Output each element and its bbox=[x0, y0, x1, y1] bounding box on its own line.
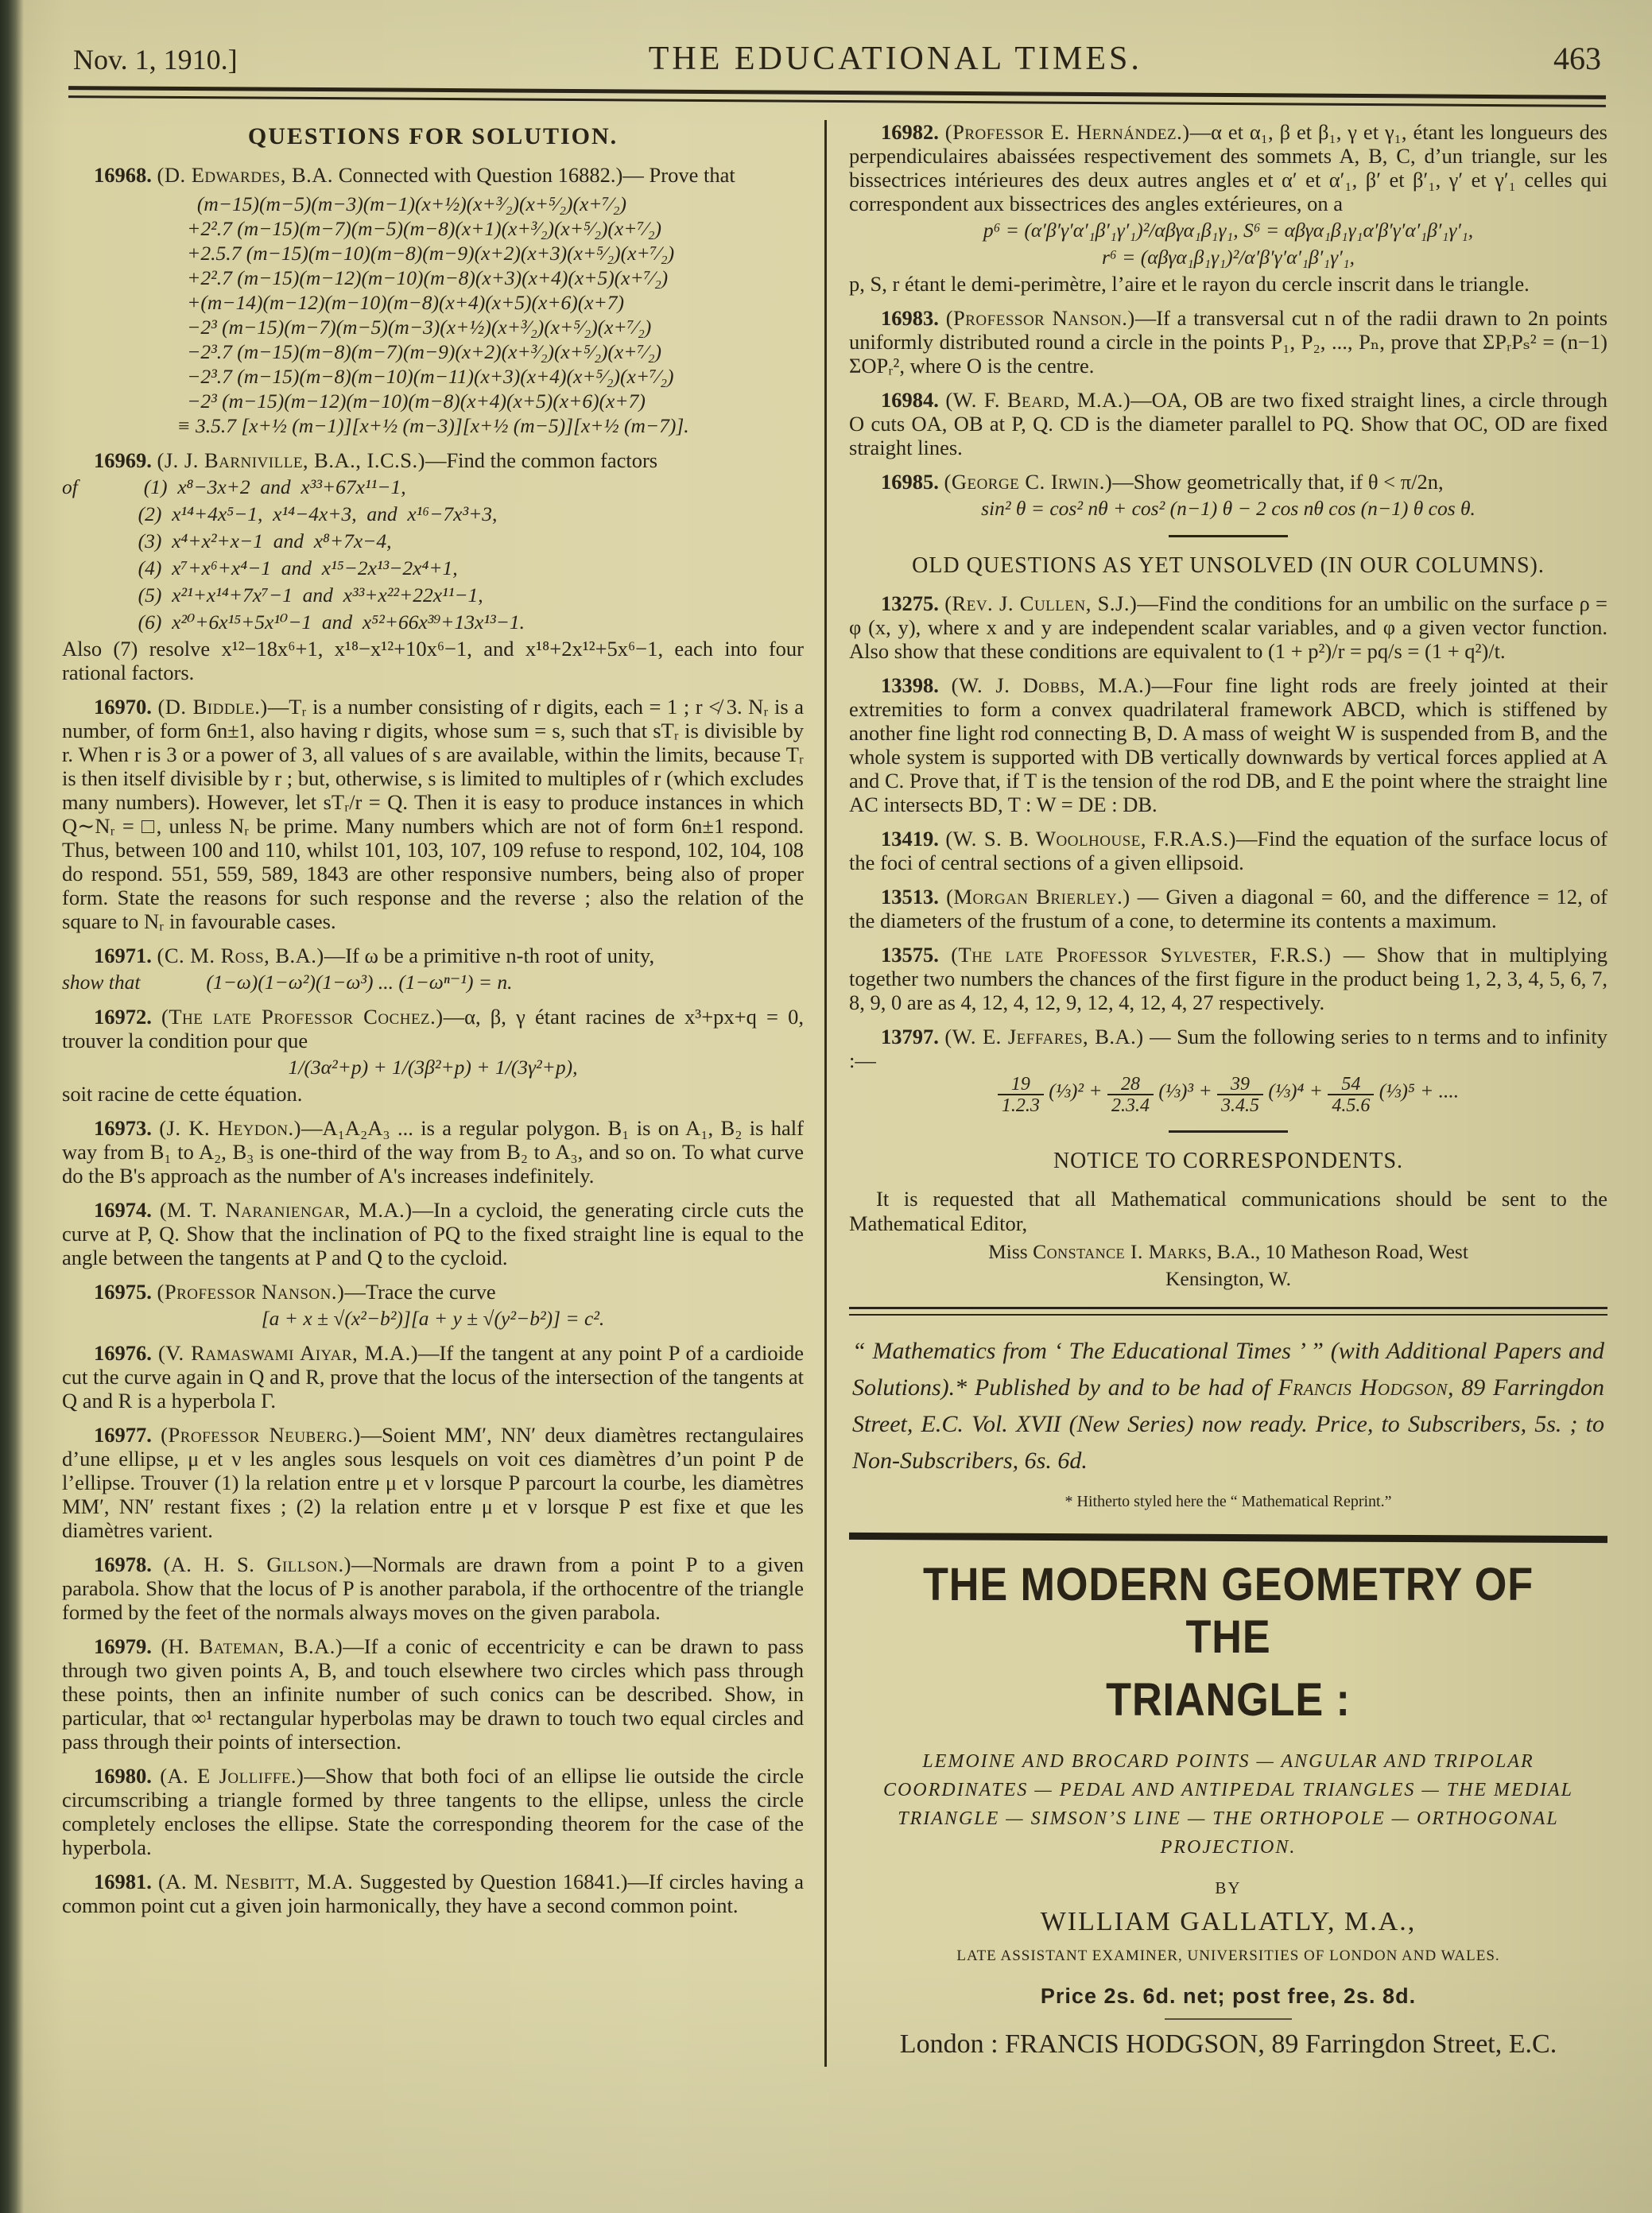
question-paragraph bbox=[849, 673, 1607, 816]
text-run: Kensington, W. bbox=[1165, 1266, 1291, 1290]
text-run bbox=[152, 1116, 159, 1140]
author-name: (Rev. J. Cullen, S.J.) bbox=[944, 591, 1138, 615]
question-16980 bbox=[62, 1764, 804, 1859]
left-column bbox=[62, 120, 827, 2067]
question-number: 16977. bbox=[94, 1423, 152, 1447]
text-run bbox=[152, 1423, 161, 1447]
question-number: 16980. bbox=[94, 1764, 152, 1788]
book-by bbox=[849, 1876, 1607, 1900]
author-name: (A. M. Nesbitt, M.A. bbox=[158, 1870, 354, 1893]
question-number: 16970. bbox=[94, 695, 152, 719]
math-line: +(m−14)(m−12)(m−10)(m−8)(x+4)(x+5)(x+6)(x+7) bbox=[176, 291, 625, 314]
author-name: (Professor Nanson.) bbox=[945, 306, 1135, 330]
author-name: (W. J. Dobbs, M.A.) bbox=[951, 673, 1152, 697]
question-paragraph bbox=[62, 448, 804, 472]
binding-shadow bbox=[0, 0, 24, 2213]
fraction-numerator: 28 bbox=[1120, 1074, 1140, 1095]
book-title-line-1 bbox=[849, 1559, 1607, 1664]
text-run: — Sum the following series to n terms and to infinity :— bbox=[849, 1025, 1608, 1072]
question-number: 16976. bbox=[94, 1341, 152, 1365]
question-continuation bbox=[849, 272, 1607, 296]
question-16968 bbox=[62, 163, 804, 438]
math-line: (6) x²⁰+6x¹⁵+5x¹⁰−1 and x⁵²+66x³⁹+13x¹³−1. bbox=[62, 610, 525, 634]
author-name: Francis Hodgson bbox=[1278, 1374, 1448, 1401]
math-line: −2³.7 (m−15)(m−8)(m−10)(m−11)(x+3)(x+4)(x+⁵⁄₂)(x+⁷⁄₂) bbox=[176, 365, 674, 388]
question-number: 16971. bbox=[94, 944, 152, 967]
fraction bbox=[1328, 1075, 1374, 1116]
book-title-line-2 bbox=[849, 1674, 1607, 1727]
question-number: 16969. bbox=[94, 448, 152, 472]
text-run: —Four fine light rods are freely jointed at their extremities to form a convex quadrilateral framework ABCD, which is stiffened by another fine light rod connecting B, D. A mass of weight W is suspended from B, and the whole system is supported with DB vertically downwards by vertical forces applied at A and C. Prove that, if T is the tension of the rod DB, and E the point where the straight line AC intersects BD, T : W = DE : DB. bbox=[849, 673, 1607, 816]
question-13513 bbox=[849, 885, 1607, 932]
fraction-numerator: 54 bbox=[1341, 1074, 1361, 1095]
question-paragraph bbox=[62, 944, 804, 967]
text-run: Miss bbox=[988, 1239, 1033, 1263]
page-number: 463 bbox=[1553, 41, 1601, 76]
math-line: p⁶ = (α′β′γ′α′₁β′₁γ′₁)²/αβγα₁β₁γ₁, S⁶ = αβγα₁β₁γ₁α′β′γ′α′₁β′₁γ′₁, bbox=[983, 219, 1474, 242]
text-run bbox=[152, 1280, 157, 1304]
text-run: , B.A., 10 Matheson Road, West bbox=[1206, 1239, 1468, 1263]
author-name: (W. S. B. Woolhouse, F.R.A.S.) bbox=[945, 827, 1236, 851]
divider-after-16985 bbox=[1169, 535, 1288, 537]
text-run: —Find the common factors bbox=[425, 448, 658, 472]
question-paragraph bbox=[849, 388, 1607, 459]
question-continuation bbox=[62, 637, 804, 684]
question-number: 13419. bbox=[881, 827, 939, 851]
question-paragraph bbox=[849, 827, 1607, 874]
question-paragraph bbox=[62, 1198, 804, 1269]
paragraph: BY bbox=[1215, 1878, 1242, 1897]
author-name: (M. T. Naraniengar, M.A.) bbox=[159, 1198, 413, 1222]
question-13575 bbox=[849, 943, 1607, 1014]
math-line bbox=[849, 1075, 1607, 1116]
divider-before-publisher bbox=[1165, 2018, 1292, 2020]
text-run bbox=[939, 885, 946, 909]
math-line: show that (1−ω)(1−ω²)(1−ω³) ... (1−ωⁿ⁻¹) = n. bbox=[62, 971, 513, 994]
text-run bbox=[152, 1764, 160, 1788]
question-paragraph bbox=[849, 120, 1607, 215]
question-13419 bbox=[849, 827, 1607, 874]
old-questions-heading: OLD QUESTIONS AS YET UNSOLVED (IN OUR COLUMNS). bbox=[912, 553, 1545, 578]
fraction bbox=[1107, 1075, 1154, 1116]
math-line: −2³.7 (m−15)(m−8)(m−7)(m−9)(x+2)(x+³⁄₂)(x+⁵⁄₂)(x+⁷⁄₂) bbox=[176, 340, 661, 363]
author-name: (George C. Irwin.) bbox=[944, 470, 1113, 494]
question-paragraph bbox=[62, 1280, 804, 1304]
math-line: −2³ (m−15)(m−7)(m−5)(m−3)(x+½)(x+³⁄₂)(x+⁵⁄₂)(x+⁷⁄₂) bbox=[176, 316, 652, 339]
text-run: (⅓)² + bbox=[1043, 1079, 1107, 1103]
text-run: —Find the equation of the surface locus of the foci of central sections of a given ellipsoid. bbox=[849, 827, 1608, 874]
paragraph: THE MODERN GEOMETRY OF THE bbox=[922, 1558, 1534, 1663]
math-line: [a + x ± √(x²−b²)][a + y ± √(y²−b²)] = c². bbox=[261, 1307, 605, 1330]
question-number: 16972. bbox=[94, 1005, 152, 1029]
fraction-denominator: 4.5.6 bbox=[1328, 1094, 1374, 1115]
masthead bbox=[0, 0, 1652, 78]
divider-before-advert bbox=[849, 1307, 1607, 1316]
author-name: (The late Professor Sylvester, F.R.S.) bbox=[951, 943, 1332, 967]
text-run: Suggested by Question 16841.)—If circles having a common point cut a given join harmonically, they have a second common point. bbox=[62, 1870, 805, 1917]
question-paragraph bbox=[62, 1634, 804, 1754]
question-16970 bbox=[62, 695, 804, 933]
author-name: (J. K. Heydon.) bbox=[159, 1116, 302, 1140]
question-number: 16973. bbox=[94, 1116, 152, 1140]
math-line: (3) x⁴+x²+x−1 and x⁸+7x−4, bbox=[62, 529, 392, 552]
question-paragraph bbox=[62, 1005, 804, 1052]
author-name: (A. H. S. Gillson.) bbox=[163, 1552, 351, 1576]
question-paragraph bbox=[849, 470, 1607, 494]
author-name: (A. E Jolliffe.) bbox=[160, 1764, 304, 1788]
question-paragraph bbox=[849, 591, 1607, 663]
text-run: —Find the conditions for an umbilic on the surface ρ = φ (x, y), where x and y are independent scalar variables, and φ a given vector function. Also show that these conditions are equivalent to (1 + p²)/r = pq/s = (1 + q²)/t. bbox=[849, 591, 1607, 663]
text-run: —If ω be a primitive n-th root of unity, bbox=[324, 944, 655, 967]
math-line: 1/(3α²+p) + 1/(3β²+p) + 1/(3γ²+p), bbox=[288, 1056, 578, 1079]
question-number: 13797. bbox=[881, 1025, 939, 1048]
fraction-numerator: 19 bbox=[1010, 1074, 1030, 1095]
text-run: , 89 Farringdon Street, E.C. Vol. XVII (New Series) now ready. Price, to Subscribers, 5s. ; to Non-Subscribers, 6s. 6d. bbox=[852, 1374, 1604, 1474]
text-run bbox=[152, 944, 157, 967]
question-16981 bbox=[62, 1870, 804, 1917]
text-run: —In a cycloid, the generating circle cuts the curve at P, Q. Show that the inclination of PQ to the fixed straight line is equal to the angle between the tangents at P and Q to the cycloid. bbox=[62, 1198, 805, 1269]
question-paragraph bbox=[62, 1870, 804, 1917]
author-name: (Morgan Brierley.) bbox=[946, 885, 1130, 909]
question-number: 16982. bbox=[881, 120, 939, 144]
question-paragraph bbox=[849, 885, 1607, 932]
text-run bbox=[152, 1198, 160, 1222]
text-run: —A₁A₂A₃ ... is a regular polygon. B₁ is on A₁, B₂ is half way from B₁ to A₂, B₃ is one-third of the way from B₂ to A₃, and so on. To what curve do the B's approach as the number of A's increases indefinitely. bbox=[62, 1116, 804, 1188]
text-run: —Trace the curve bbox=[344, 1280, 496, 1304]
paragraph bbox=[849, 1333, 1607, 1479]
paragraph: London : FRANCIS HODGSON, 89 Farringdon Street, E.C. bbox=[899, 2029, 1557, 2059]
question-number: 13398. bbox=[881, 673, 939, 697]
question-16975 bbox=[62, 1280, 804, 1331]
question-16976 bbox=[62, 1341, 804, 1413]
journal-title: THE EDUCATIONAL TIMES. bbox=[648, 41, 1142, 77]
question-continuation bbox=[62, 1082, 804, 1106]
paragraph: Price 2s. 6d. net; post free, 2s. 8d. bbox=[1040, 1983, 1417, 2008]
questions-for-solution-heading: QUESTIONS FOR SOLUTION. bbox=[247, 123, 619, 149]
question-16985 bbox=[849, 470, 1607, 521]
text-run bbox=[152, 163, 157, 187]
fraction-denominator: 2.3.4 bbox=[1107, 1094, 1154, 1115]
notice-heading: NOTICE TO CORRESPONDENTS. bbox=[1053, 1148, 1404, 1173]
columns bbox=[0, 103, 1652, 2067]
question-paragraph bbox=[62, 1423, 804, 1542]
question-16971 bbox=[62, 944, 804, 994]
math-line: (m−15)(m−5)(m−3)(m−1)(x+½)(x+³⁄₂)(x+⁵⁄₂)(x+⁷⁄₂) bbox=[176, 192, 626, 215]
math-line: r⁶ = (αβγα₁β₁γ₁)²/α′β′γ′α′₁β′₁γ′₁, bbox=[1101, 246, 1355, 269]
text-run: “ Mathematics from ‘ The Educational Times ’ ” (with Additional Papers and Solutions).* Published by and to be had of bbox=[852, 1337, 1604, 1401]
author-name: (J. J. Barniville, B.A., I.C.S.) bbox=[157, 448, 425, 472]
math-line: (4) x⁷+x⁶+x⁴−1 and x¹⁵−2x¹³−2x⁴+1, bbox=[62, 556, 458, 579]
math-line: −2³ (m−15)(m−12)(m−10)(m−8)(x+4)(x+5)(x+6)(x+7) bbox=[176, 390, 646, 413]
book-author-role bbox=[849, 1944, 1607, 1968]
text-run bbox=[152, 1634, 161, 1658]
text-run: Also (7) resolve x¹²−18x⁶+1, x¹⁸−x¹²+10x⁶−1, and x¹⁸+2x¹²+5x⁶−1, each into four rational factors. bbox=[62, 637, 804, 684]
question-16973 bbox=[62, 1116, 804, 1188]
question-number: 16981. bbox=[94, 1870, 152, 1893]
math-line: of (1) x⁸−3x+2 and x³³+67x¹¹−1, bbox=[62, 475, 406, 498]
math-line: (5) x²¹+x¹⁴+7x⁷−1 and x³³+x²²+22x¹¹−1, bbox=[62, 583, 483, 607]
book-price bbox=[849, 1984, 1607, 2008]
paragraph: WILLIAM GALLATLY, M.A., bbox=[1040, 1906, 1417, 1936]
question-paragraph bbox=[62, 163, 804, 187]
question-16984 bbox=[849, 388, 1607, 459]
text-run: (⅓)⁵ + .... bbox=[1374, 1079, 1460, 1103]
text-run bbox=[939, 943, 951, 967]
notice-paragraph bbox=[849, 1187, 1607, 1291]
issue-date: Nov. 1, 1910.] bbox=[73, 44, 238, 76]
text-run bbox=[152, 1552, 163, 1576]
author-name: (C. M. Ross, B.A.) bbox=[157, 944, 324, 967]
question-paragraph bbox=[62, 1764, 804, 1859]
fraction-numerator: 39 bbox=[1231, 1074, 1251, 1095]
author-name: (D. Biddle.) bbox=[157, 695, 268, 719]
text-line bbox=[849, 1239, 1607, 1264]
text-run: * Hitherto styled here the “ Mathematical Reprint.” bbox=[1064, 1492, 1392, 1510]
text-run: Connected with Question 16882.)— Prove that bbox=[333, 163, 735, 187]
author-name: (The late Professor Cochez.) bbox=[161, 1005, 444, 1029]
author-name: (Professor Neuberg.) bbox=[161, 1423, 361, 1447]
text-run: p, S, r étant le demi-perimètre, l’aire et le rayon du cercle inscrit dans le triangle. bbox=[849, 272, 1530, 296]
question-paragraph bbox=[849, 306, 1607, 378]
advert-top-rule bbox=[849, 1533, 1607, 1543]
math-line: +2.5.7 (m−15)(m−10)(m−8)(m−9)(x+2)(x+3)(x+⁵⁄₂)(x+⁷⁄₂) bbox=[176, 242, 675, 265]
question-number: 16979. bbox=[94, 1634, 152, 1658]
question-16974 bbox=[62, 1198, 804, 1269]
question-number: 16984. bbox=[881, 388, 939, 412]
right-column bbox=[827, 120, 1607, 2067]
author-name: Constance I. Marks bbox=[1033, 1239, 1207, 1263]
text-run bbox=[939, 306, 946, 330]
question-paragraph bbox=[62, 1116, 804, 1188]
text-run: It is requested that all Mathematical communications should be sent to the Mathematical Editor, bbox=[849, 1186, 1607, 1235]
question-13797 bbox=[849, 1025, 1607, 1116]
question-16982 bbox=[849, 120, 1607, 296]
text-run bbox=[152, 1341, 158, 1365]
text-run bbox=[152, 448, 157, 472]
question-number: 16985. bbox=[881, 470, 939, 494]
math-line: (2) x¹⁴+4x⁵−1, x¹⁴−4x+3, and x¹⁶−7x³+3, bbox=[62, 502, 498, 525]
text-run: — Show that in multiplying together two numbers the chances of the first figure in the product being 1, 2, 3, 4, 5, 6, 7, 8, 9, 0 are as 4, 12, 4, 12, 9, 12, 4, 12, 4, 27 respectively. bbox=[849, 943, 1608, 1014]
text-run: —α, β, γ étant racines de x³+px+q = 0, trouver la condition pour que bbox=[62, 1005, 805, 1052]
fraction bbox=[998, 1075, 1044, 1116]
question-paragraph bbox=[849, 1025, 1607, 1072]
book-subtitle bbox=[849, 1747, 1607, 1862]
author-name: (D. Edwardes, B.A. bbox=[157, 163, 334, 187]
text-run: — Given a diagonal = 60, and the difference = 12, of the diameters of the frustum of a cone, to determine its contents a maximum. bbox=[849, 885, 1607, 932]
text-run: (⅓)⁴ + bbox=[1263, 1079, 1328, 1103]
question-number: 13575. bbox=[881, 943, 939, 967]
paragraph: LEMOINE AND BROCARD POINTS — ANGULAR AND TRIPOLAR COORDINATES — PEDAL AND ANTIPEDAL TRIANGLES — THE MEDIAL TRIANGLE — SIMSON’S LINE — THE ORTHOPOLE — ORTHOGONAL PROJECTION. bbox=[882, 1750, 1574, 1858]
question-16977 bbox=[62, 1423, 804, 1542]
paragraph bbox=[849, 1490, 1607, 1513]
text-run: —If a conic of eccentricity e can be drawn to pass through two given points A, B, and touch elsewhere two circles which pass through these points, then an infinite number of such conics can be described. Show, in particular, that ∞¹ rectangular hyperbolas may be drawn to touch two equal circles and pass through their points of intersection. bbox=[62, 1634, 804, 1754]
text-run bbox=[152, 1005, 161, 1029]
display-equation bbox=[176, 192, 688, 438]
author-name: (V. Ramaswami Aiyar, M.A.) bbox=[157, 1341, 419, 1365]
question-number: 16983. bbox=[881, 306, 939, 330]
math-line: sin² θ = cos² nθ + cos² (n−1) θ − 2 cos nθ cos (n−1) θ cos θ. bbox=[981, 497, 1476, 520]
text-line bbox=[849, 1266, 1607, 1291]
question-16979 bbox=[62, 1634, 804, 1754]
fraction-denominator: 1.2.3 bbox=[998, 1094, 1044, 1115]
question-number: 16974. bbox=[94, 1198, 152, 1222]
author-name: (H. Bateman, B.A.) bbox=[161, 1634, 343, 1658]
question-paragraph bbox=[62, 1552, 804, 1624]
question-16972 bbox=[62, 1005, 804, 1106]
fraction-denominator: 3.4.5 bbox=[1217, 1094, 1263, 1115]
reprint-footnote bbox=[849, 1490, 1607, 1513]
question-16978 bbox=[62, 1552, 804, 1624]
text-run: —Tᵣ is a number consisting of r digits, each = 1 ; r ≮ 3. Nᵣ is a number, of form 6n±1, also having r digits, whose sum = s, such that sTᵣ is divisible by r. When r is 3 or a power of 3, all values of s are available, within the limits, because Tᵣ is then itself divisible by r ; but, otherwise, s is limited to multiples of r (which excludes many numbers). However, let sTᵣ/r = Q. Then it is easy to produce instances in which Q∼Nᵣ = □, unless Nᵣ be prime. Many numbers which are not of form 6n±1 respond. Thus, between 100 and 110, whilst 101, 103, 107, 109 refuse to respond, 102, 104, 108 do respond. 551, 559, 589, 1843 are other responsive numbers, being also of proper form. State the reasons for such response and the reverse ; also the relation of the square to Nᵣ in favourable cases. bbox=[62, 695, 804, 933]
question-number: 16968. bbox=[94, 163, 152, 187]
text-run bbox=[939, 673, 952, 697]
text-run: —α et α₁, β et β₁, γ et γ₁, étant les longueurs des perpendiculaires abaissées respectivement des sommets A, B, C, d’un triangle, sur les bissectrices intérieures des deux autres angles et α′ et α′₁, β′ et β′₁, γ′ et γ′₁ celles qui correspondent aux bissectrices des angles extérieures, on a bbox=[849, 120, 1607, 215]
author-name: (W. E. Jeffares, B.A.) bbox=[944, 1025, 1144, 1048]
text-run: —Normals are drawn from a point P to a given parabola. Show that the locus of P is another parabola, if the orthocentre of the triangle formed by the feet of the normals always moves on the given parabola. bbox=[62, 1552, 804, 1624]
divider-after-13797 bbox=[1169, 1130, 1288, 1133]
author-name: (W. F. Beard, M.A.) bbox=[945, 388, 1131, 412]
question-number: 16978. bbox=[94, 1552, 152, 1576]
text-run: —Soient MM′, NN′ deux diamètres rectangulaires d’une ellipse, μ et ν les angles sous lesquels on voit ces diamètres d’un point P de l’ellipse. Trouver (1) la relation entre μ et ν lorsque P parcourt la courbe, les diamètres MM′, NN′ restant fixes ; (2) la relation entre μ et ν lorsque P est fixe et que les diamètres varient. bbox=[62, 1423, 804, 1542]
question-number: 13513. bbox=[881, 885, 939, 909]
reprint-advert bbox=[849, 1333, 1607, 1479]
paragraph: LATE ASSISTANT EXAMINER, UNIVERSITIES OF LONDON AND WALES. bbox=[956, 1947, 1500, 1964]
question-number: 13275. bbox=[881, 591, 939, 615]
text-run: (⅓)³ + bbox=[1153, 1079, 1218, 1103]
math-line: +2².7 (m−15)(m−12)(m−10)(m−8)(x+3)(x+4)(x+5)(x+⁷⁄₂) bbox=[176, 266, 669, 289]
question-16969 bbox=[62, 448, 804, 684]
book-author bbox=[849, 1906, 1607, 1936]
text-run: —If the tangent at any point P of a cardioide cut the curve again in Q and R, prove that the locus of the intersection of the tangents at Q and R is a hyperbola Γ. bbox=[62, 1341, 805, 1413]
question-paragraph bbox=[62, 1341, 804, 1413]
question-number: 16975. bbox=[94, 1280, 152, 1304]
text-run: —OA, OB are two fixed straight lines, a circle through O cuts OA, OB at P, Q. CD is the diameter parallel to PQ. Show that OC, OD are fixed straight lines. bbox=[849, 388, 1607, 459]
paragraph: TRIANGLE : bbox=[1106, 1673, 1351, 1726]
text-run: soit racine de cette équation. bbox=[62, 1082, 303, 1106]
text-run bbox=[939, 120, 945, 144]
text-run bbox=[939, 470, 944, 494]
question-16983 bbox=[849, 306, 1607, 378]
fraction bbox=[1217, 1075, 1263, 1116]
question-paragraph bbox=[62, 695, 804, 933]
text-run bbox=[152, 1870, 158, 1893]
math-line: +2².7 (m−15)(m−7)(m−5)(m−8)(x+1)(x+³⁄₂)(x+⁵⁄₂)(x+⁷⁄₂) bbox=[176, 217, 661, 240]
text-run: —If a transversal cut n of the radii drawn to 2n points uniformly distributed round a circle in the points P₁, P₂, ..., Pₙ, prove that ΣPᵣPₛ² = (n−1) ΣOPᵣ², where O is the centre. bbox=[849, 306, 1608, 378]
author-name: (Professor Nanson.) bbox=[157, 1280, 345, 1304]
math-line: ≡ 3.5.7 [x+½ (m−1)][x+½ (m−3)][x+½ (m−5)][x+½ (m−7)]. bbox=[176, 414, 689, 437]
publisher-line bbox=[849, 2029, 1607, 2059]
question-paragraph bbox=[849, 943, 1607, 1014]
text-run: —Show geometrically that, if θ < π/2n, bbox=[1112, 470, 1444, 494]
text-run: —Show that both foci of an ellipse lie outside the circle circumscribing a triangle formed by three tangents to the ellipse, unless the circle completely encloses the ellipse. State the corresponding theorem for the case of the hyperbola. bbox=[62, 1764, 805, 1859]
question-13398 bbox=[849, 673, 1607, 816]
paragraph bbox=[849, 1187, 1607, 1236]
question-13275 bbox=[849, 591, 1607, 663]
author-name: (Professor E. Hernández.) bbox=[944, 120, 1190, 144]
